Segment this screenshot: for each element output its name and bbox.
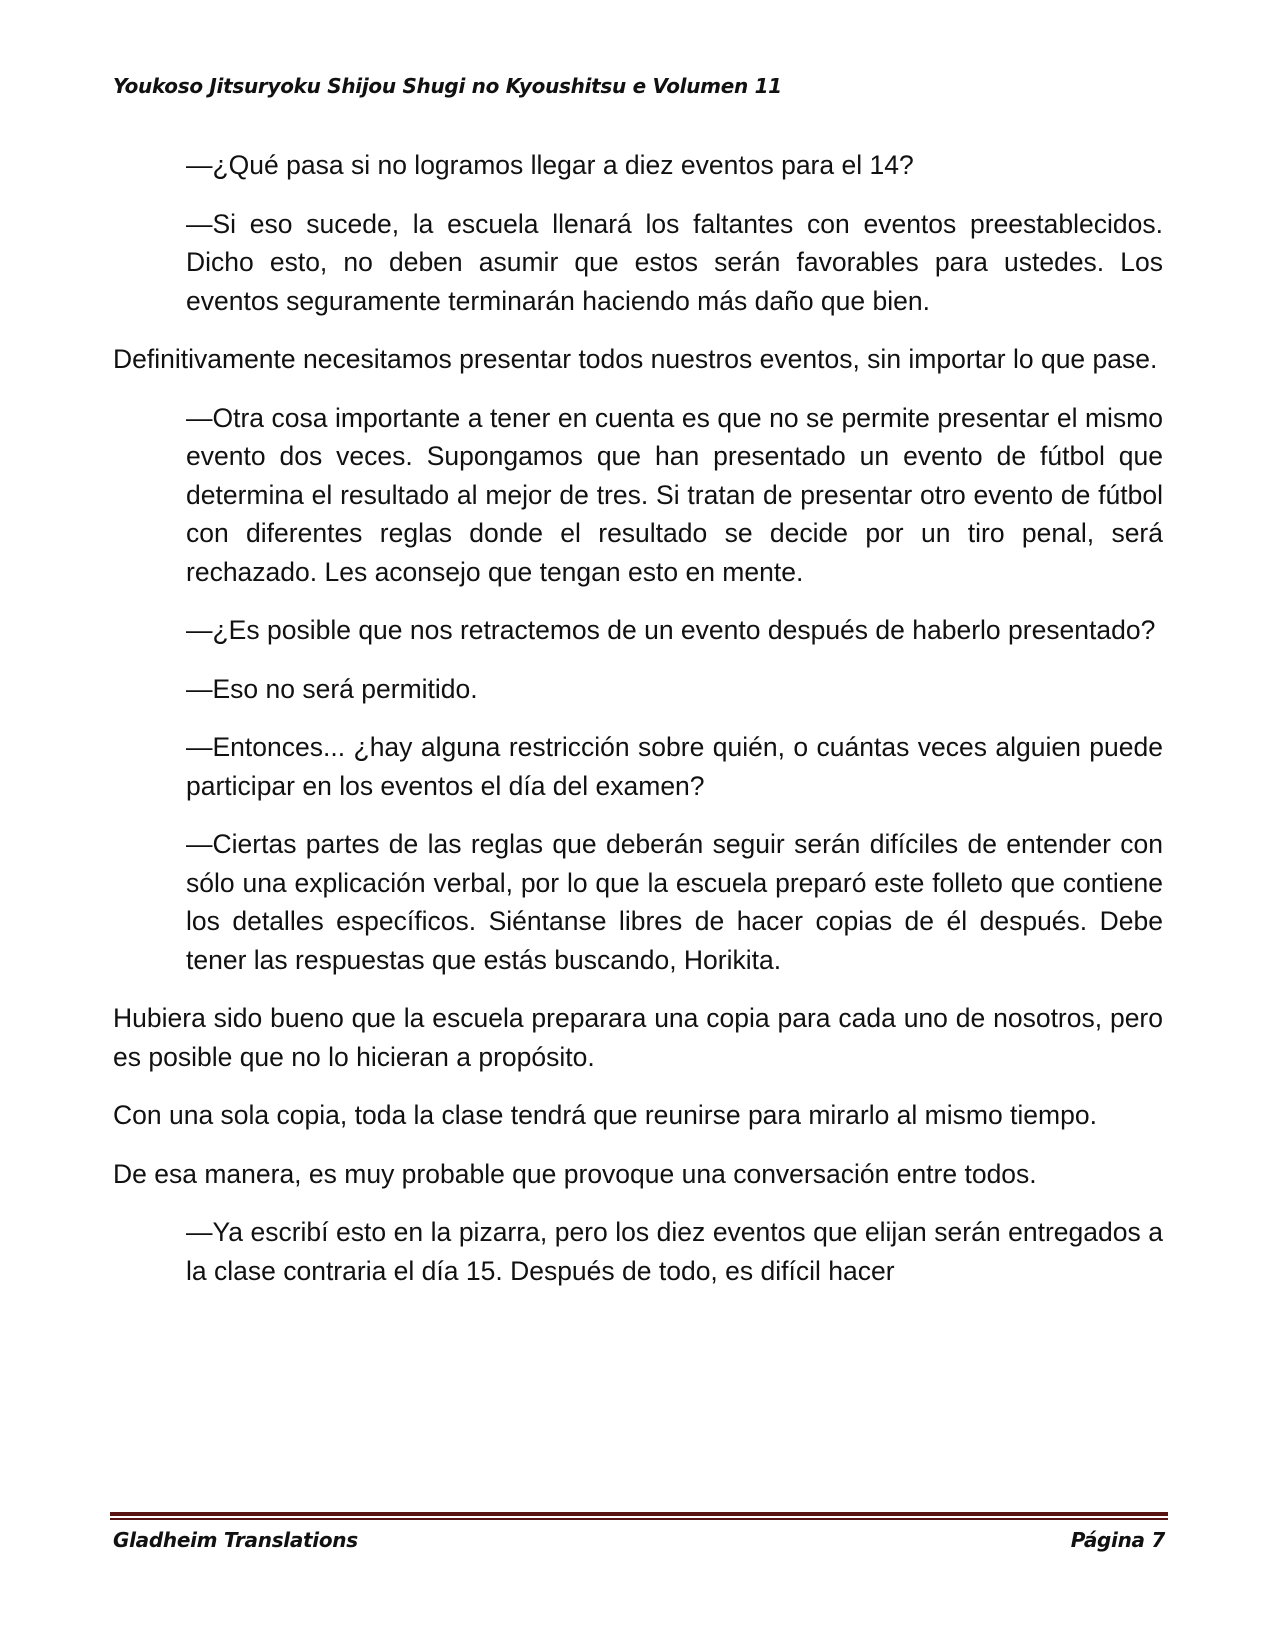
dialogue-paragraph: —Otra cosa importante a tener en cuenta es que no se permite presentar el mismo evento dos veces. Supongamos que han presentado un evento de fútbol que determina el resultado al mejor de tres. Si tratan de presentar otro evento de fútbol con diferentes reglas donde el resultado se decide por un tiro penal, será rechazado. Les aconsejo que tengan esto en mente. (186, 402, 1163, 587)
running-header: Youkoso Jitsuryoku Shijou Shugi no Kyoushitsu e Volumen 11 (113, 74, 782, 98)
footer-credit: Gladheim Translations (113, 1528, 358, 1552)
body-text (113, 146, 1163, 1310)
dialogue-paragraph: —Ciertas partes de las reglas que deberán seguir serán difíciles de entender con sólo una explicación verbal, por lo que la escuela preparó este folleto que contiene los detalles específicos. Siéntanse libres de hacer copias de él después. Debe tener las respuestas que estás buscando, Horikita. (186, 829, 1163, 975)
narration-paragraph: Con una sola copia, toda la clase tendrá que reunirse para mirarlo al mismo tiempo. (113, 1100, 1097, 1130)
dialogue-paragraph: —Si eso sucede, la escuela llenará los faltantes con eventos preestablecidos. Dicho esto, no deben asumir que estos serán favorables para ustedes. Los eventos seguramente terminarán haciendo más daño que bien. (186, 208, 1163, 316)
footer-divider (110, 1512, 1168, 1520)
dialogue-paragraph: —Eso no será permitido. (186, 673, 478, 704)
page-number: Página 7 (1070, 1528, 1165, 1552)
dialogue-paragraph: —¿Es posible que nos retractemos de un evento después de haberlo presentado? (186, 615, 1156, 645)
narration-paragraph: De esa manera, es muy probable que provoque una conversación entre todos. (113, 1158, 1037, 1189)
dialogue-paragraph: —¿Qué pasa si no logramos llegar a diez eventos para el 14? (186, 150, 914, 180)
narration-paragraph: Definitivamente necesitamos presentar todos nuestros eventos, sin importar lo que pase. (113, 344, 1158, 374)
dialogue-paragraph: —Entonces... ¿hay alguna restricción sobre quién, o cuántas veces alguien puede participar en los eventos el día del examen? (186, 732, 1163, 801)
dialogue-paragraph: —Ya escribí esto en la pizarra, pero los diez eventos que elijan serán entregados a la clase contraria el día 15. Después de todo, es difícil hacer (186, 1217, 1163, 1286)
narration-paragraph: Hubiera sido bueno que la escuela preparara una copia para cada uno de nosotros, pero es posible que no lo hicieran a propósito. (113, 1003, 1163, 1072)
